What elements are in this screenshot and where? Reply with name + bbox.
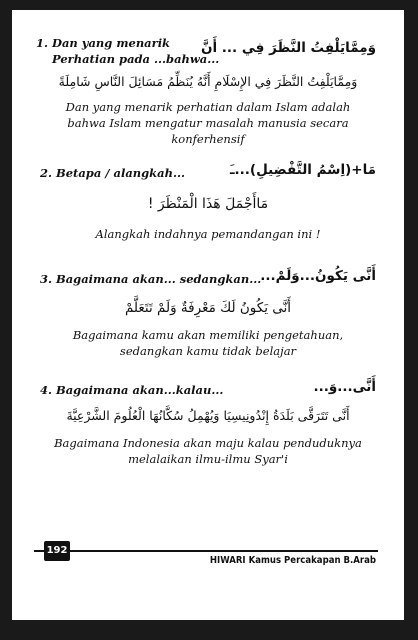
section-4-arabic-heading: أَنَّى...وَ...: [313, 379, 376, 395]
section-1-heading-line1: 1. Dan yang menarik: [36, 36, 171, 50]
section-1-translation-line2: bahwa Islam mengatur masalah manusia secara: [67, 116, 349, 130]
page-number: 192: [44, 541, 70, 561]
section-2-heading: 2. Betapa / alangkah...: [40, 166, 185, 180]
section-3-translation-line2: sedangkan kamu tidak belajar: [119, 344, 297, 358]
section-3-heading: 3. Bagaimana akan... sedangkan...: [40, 272, 262, 286]
section-3-arabic-heading: أَنَّى يَكُونُ...وَلَمْ...: [260, 268, 376, 284]
section-1-arabic-example: وَمِمَّايَلْفِتُ النَّظَرَ فِي الإِسْلَامِ أَنَّهُ يُنَظِّمُ مَسَائِلَ النَّاسِ شَامِلَةً: [58, 74, 358, 89]
section-1-arabic-heading: وَمِمَّايَلْفِتُ النَّظَرَ فِي ... أَنَّ: [200, 40, 376, 56]
section-4-arabic-example: أَنَّى تَتَرَقَّى بَلَدَةُ إِنْدُونِيسِيَا وَيُهْمِلُ سُكَّانُهَا الْعُلُومَ الشَّرْعِيَّةَ: [66, 408, 350, 423]
section-1-translation-line3: konferhensif: [171, 132, 245, 146]
section-1-translation-line1: Dan yang menarik perhatian dalam Islam adalah: [65, 100, 351, 114]
section-2-translation: Alangkah indahnya pemandangan ini !: [95, 227, 321, 241]
footer-divider: [34, 550, 378, 552]
footer-book-title: HIWARI Kamus Percakapan B.Arab: [209, 555, 376, 566]
section-3-arabic-example: أَنَّى يَكُونُ لَكَ مَعْرِفَةٌ وَلَمْ تَتَعَلَّمْ: [124, 300, 292, 316]
book-page: [12, 10, 404, 620]
section-2-arabic-heading: مَا+(اِسْمُ التَّفْضِيلِ)...ـَ: [229, 162, 376, 178]
section-4-translation-line2: melalaikan ilmu-ilmu Syar'i: [128, 452, 288, 466]
section-3-translation-line1: Bagaimana kamu akan memiliki pengetahuan,: [72, 328, 344, 342]
section-4-heading: 4. Bagaimana akan...kalau...: [40, 383, 224, 397]
section-2-arabic-example: مَاأَجْمَلَ هَذَا الْمَنْظَرَ !: [147, 196, 269, 212]
section-1-heading-line2: Perhatian pada ...bahwa...: [52, 52, 220, 66]
section-4-translation-line1: Bagaimana Indonesia akan maju kalau penduduknya: [54, 436, 362, 450]
